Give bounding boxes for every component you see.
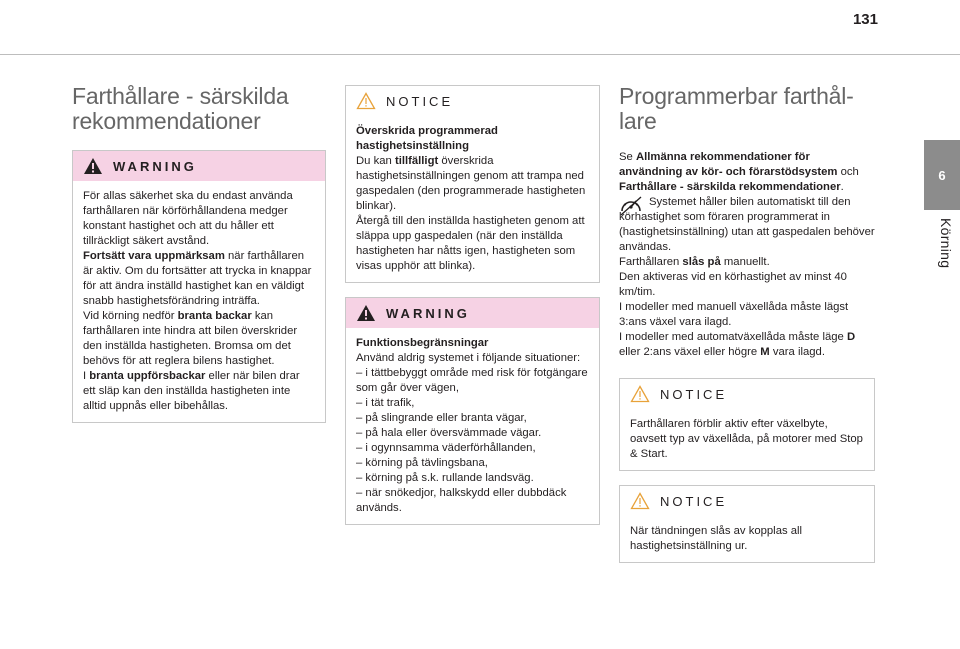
text-line: [356, 441, 589, 456]
text-run: För allas säkerhet ska du endast använda farthållaren när körförhållandena medger konstant hastighet och att du håller ett tillräckligt säkert avstånd.: [83, 190, 293, 247]
text-run: I modeller med manuell växellåda måste lägst 3:ans växel vara ilagd.: [619, 301, 849, 328]
text-run: branta backar: [177, 310, 252, 322]
notice-body: [620, 409, 874, 470]
text-run: – körning på tävlingsbana,: [356, 457, 488, 469]
text-run: Farthållaren: [619, 256, 683, 268]
section-heading: Farthållare - särskilda rekommendationer: [72, 83, 289, 134]
text-run: manuellt.: [720, 256, 770, 268]
notice-title: NOTICE: [660, 386, 728, 402]
warning-header: [73, 151, 325, 181]
text-run: Överskrida programmerad hastighetsinställning: [356, 125, 498, 152]
text-run: – i tättbebyggt område med risk för fotgängare som går över vägen,: [356, 367, 588, 394]
text-run: Farthållaren förblir aktiv efter växelbyte, oavsett typ av växellåda, på motorer med Stop & Start.: [630, 418, 863, 460]
notice-header: [620, 379, 874, 409]
text-line: [619, 330, 875, 360]
text-run: – på slingrande eller branta vägar,: [356, 412, 527, 424]
notice-box-ignition: [619, 485, 875, 563]
text-run: – körning på s.k. rullande landsväg.: [356, 472, 534, 484]
text-run: eller 2:ans växel eller högre: [619, 346, 761, 358]
warning-body: [346, 328, 599, 524]
text-line: [83, 309, 315, 369]
chapter-number: 6: [938, 167, 946, 183]
text-line: [356, 426, 589, 441]
text-line: [356, 471, 589, 486]
chapter-tab[interactable]: [924, 140, 960, 210]
text-run: .: [840, 181, 844, 193]
warning-header: [346, 298, 599, 328]
text-line: [356, 366, 589, 396]
column-3: [619, 78, 875, 577]
text-run: och: [837, 166, 859, 178]
text-line: [619, 270, 875, 300]
text-line: [356, 336, 589, 351]
text-run: Allmänna rekommendationer för användning av kör- och förarstödsystem: [619, 151, 838, 178]
notice-triangle-icon: [356, 92, 376, 110]
text-line: [356, 214, 589, 274]
column-1: [72, 78, 326, 437]
text-run: eller när bilen drar ett släp kan den inställda hastigheten inte alltid uppnås eller bibehållas.: [83, 370, 300, 412]
warning-title: WARNING: [113, 158, 197, 174]
text-line: [356, 486, 589, 516]
text-line: [83, 249, 315, 309]
text-run: Den aktiveras vid en körhastighet av minst 40 km/tim.: [619, 271, 847, 298]
text-run: Fortsätt vara uppmärksam: [83, 250, 225, 262]
text-run: Du kan: [356, 155, 395, 167]
text-line: [356, 396, 589, 411]
text-run: Använd aldrig systemet i följande situationer:: [356, 352, 581, 364]
text-run: kan farthållaren inte hindra att bilen överskrider den inställda hastigheten. Bromsa om det behövs för att reglera bilens hastighet.: [83, 310, 298, 367]
notice-title: NOTICE: [386, 93, 454, 109]
notice-body: [620, 516, 874, 562]
notice-box-gearchange: [619, 378, 875, 471]
header-divider: [0, 54, 960, 55]
text-line: [619, 300, 875, 330]
text-line: [356, 351, 589, 366]
page-number: 131: [852, 11, 878, 28]
text-line: [630, 524, 864, 554]
icon-paragraph: [619, 195, 875, 255]
text-run: Farthållare - särskilda rekommendationer: [619, 181, 841, 193]
notice-box: [345, 85, 600, 283]
text-line: [356, 411, 589, 426]
text-run: I modeller med automatväxellåda måste läge: [619, 331, 847, 343]
text-line: [630, 417, 864, 462]
notice-body: [346, 116, 599, 282]
text-run: Systemet håller bilen automatiskt till den körhastighet som föraren programmerat in (hastighetsinställning) utan att gaspedalen behöver användas.: [619, 196, 875, 253]
text-line: [83, 189, 315, 249]
text-line: [356, 124, 589, 154]
notice-triangle-icon: [630, 492, 650, 510]
text-line: [356, 456, 589, 471]
text-run: överskrida hastighetsinställningen genom att trampa ned gaspedalen (den programmerade hastigheten blinkar).: [356, 155, 586, 212]
chapter-label: Körning: [938, 218, 954, 269]
text-run: Vid körning nedför: [83, 310, 178, 322]
text-run: D: [846, 331, 856, 343]
intro-text: [619, 150, 875, 195]
warning-body: [73, 181, 325, 422]
text-run: när farthållaren är aktiv. Om du fortsätter att trycka in knappar för att ändra inställd hastighet kan en väldigt snabb hastighetsförändring inträffa.: [83, 250, 312, 307]
text-run: vara ilagd.: [769, 346, 825, 358]
text-run: slås på: [682, 256, 721, 268]
text-run: Återgå till den inställda hastigheten genom att släppa upp gaspedalen (när den inställda hastigheten har nåtts igen, hastigheten som visas upphör att blinka).: [356, 215, 585, 272]
warning-triangle-icon: [83, 157, 103, 175]
column-2: [345, 85, 600, 539]
notice-title: NOTICE: [660, 493, 728, 509]
text-run: – på hala eller översvämmade vägar.: [356, 427, 542, 439]
activation-text: [619, 255, 875, 360]
text-run: – i tät trafik,: [356, 397, 415, 409]
section-heading: Programmerbar farthål-lare: [619, 83, 854, 134]
text-line: [619, 255, 875, 270]
text-run: Funktionsbegränsningar: [356, 337, 489, 349]
text-run: I: [83, 370, 90, 382]
text-line: [356, 154, 589, 214]
notice-header: [620, 486, 874, 516]
system-description: [619, 195, 875, 255]
warning-box-limits: [345, 297, 600, 525]
cruise-control-speedometer-icon: [619, 195, 643, 217]
text-run: M: [760, 346, 770, 358]
text-run: tillfälligt: [394, 155, 439, 167]
text-line: [83, 369, 315, 414]
notice-header: [346, 86, 599, 116]
warning-title: WARNING: [386, 305, 470, 321]
text-run: – när snökedjor, halkskydd eller dubbdäck används.: [356, 487, 567, 514]
text-run: – i ogynnsamma väderförhållanden,: [356, 442, 536, 454]
notice-triangle-icon: [630, 385, 650, 403]
text-run: Se: [619, 151, 636, 163]
warning-box: [72, 150, 326, 423]
text-run: branta uppförsbackar: [89, 370, 206, 382]
warning-triangle-icon: [356, 304, 376, 322]
text-run: När tändningen slås av kopplas all hastighetsinställning ur.: [630, 525, 803, 552]
